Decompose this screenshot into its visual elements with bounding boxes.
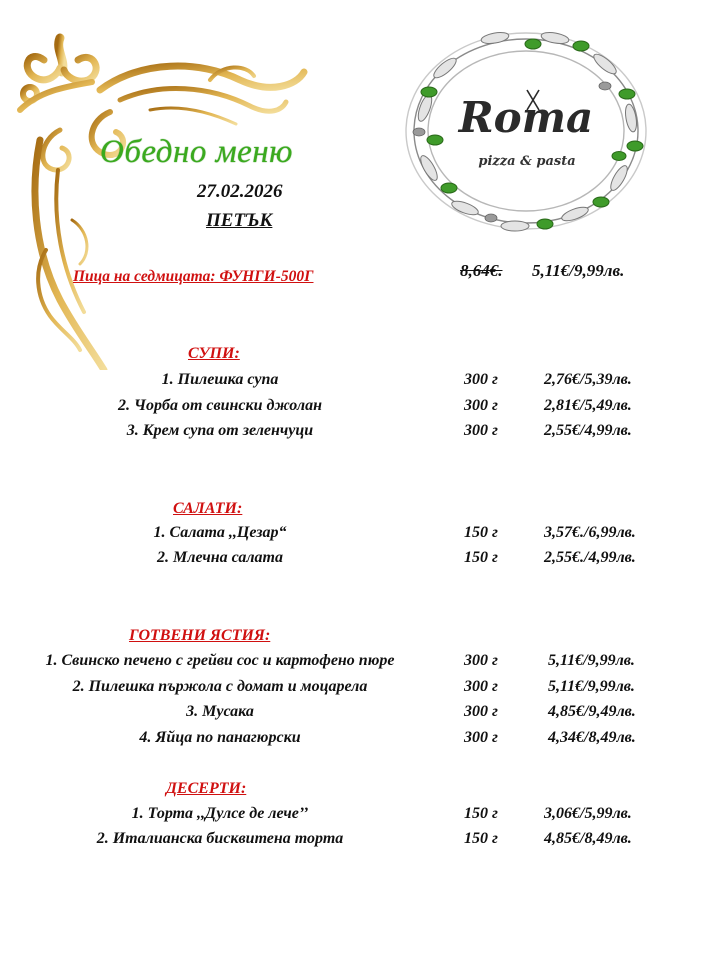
menu-item-price: 4,34€/8,49лв. [548, 729, 636, 746]
logo-tagline-text: pizza & pasta [478, 154, 576, 169]
menu-item-price: 3,06€/5,99лв. [544, 805, 632, 822]
menu-item-price: 2,81€/5,49лв. [544, 397, 632, 414]
menu-item-weight: 300 г [464, 422, 498, 439]
menu-item-name: 1. Пилешка супа [161, 371, 279, 388]
menu-date: 27.02.2026 [197, 181, 283, 202]
menu-item-weight: 150 г [464, 549, 498, 566]
menu-item-weight: 150 г [464, 830, 498, 847]
menu-item-weight: 150 г [464, 805, 498, 822]
menu-item-name: 3. Крем супа от зеленчуци [126, 422, 314, 439]
menu-item-weight: 300 г [464, 678, 498, 695]
menu-item-name: 2. Чорба от свински джолан [117, 397, 322, 414]
section-title-salads: САЛАТИ: [173, 500, 243, 517]
menu-item-price: 3,57€./6,99лв. [544, 524, 636, 541]
menu-item-name: 1. Свинско печено с грейви сос и картофено пюре [45, 652, 395, 669]
menu-weekday: ПЕТЪК [206, 210, 273, 231]
menu-item-weight: 150 г [464, 524, 498, 541]
menu-item-name: 2. Пилешка пържола с домат и моцарела [72, 678, 368, 695]
menu-item-name: 2. Италианска бисквитена торта [96, 830, 344, 847]
menu-item-weight: 300 г [464, 397, 498, 414]
menu-item-weight: 300 г [464, 371, 498, 388]
section-title-desserts: ДЕСЕРТИ: [166, 780, 247, 797]
menu-item-name: 3. Мусака [186, 703, 254, 720]
menu-item-price: 4,85€/8,49лв. [544, 830, 632, 847]
menu-item-name: 1. Торта ,,Дулсе де лече’’ [131, 805, 309, 822]
section-title-cooked-dishes: ГОТВЕНИ ЯСТИЯ: [129, 627, 271, 644]
menu-item-price: 2,55€./4,99лв. [544, 549, 636, 566]
menu-item-price: 5,11€/9,99лв. [548, 678, 635, 695]
pizza-old-price: 8,64€. [460, 261, 503, 280]
menu-item-price: 4,85€/9,49лв. [548, 703, 636, 720]
olive-wreath-logo [405, 28, 647, 234]
menu-item-weight: 300 г [464, 729, 498, 746]
menu-title: Обедно меню [100, 134, 293, 170]
menu-item-name: 1. Салата ,,Цезар“ [153, 524, 287, 541]
pizza-of-week-label: Пица на седмицата: ФУНГИ-500Г [73, 268, 314, 285]
menu-item-name: 2. Млечна салата [157, 549, 283, 566]
menu-item-price: 5,11€/9,99лв. [548, 652, 635, 669]
section-title-soups: СУПИ: [188, 345, 240, 362]
logo-brand-text: Roma [458, 93, 594, 142]
menu-item-weight: 300 г [464, 652, 498, 669]
menu-item-name: 4. Яйца по панагюрски [139, 729, 301, 746]
menu-item-weight: 300 г [464, 703, 498, 720]
menu-item-price: 2,55€/4,99лв. [544, 422, 632, 439]
pizza-new-price: 5,11€/9,99лв. [532, 261, 625, 280]
menu-item-price: 2,76€/5,39лв. [544, 371, 632, 388]
